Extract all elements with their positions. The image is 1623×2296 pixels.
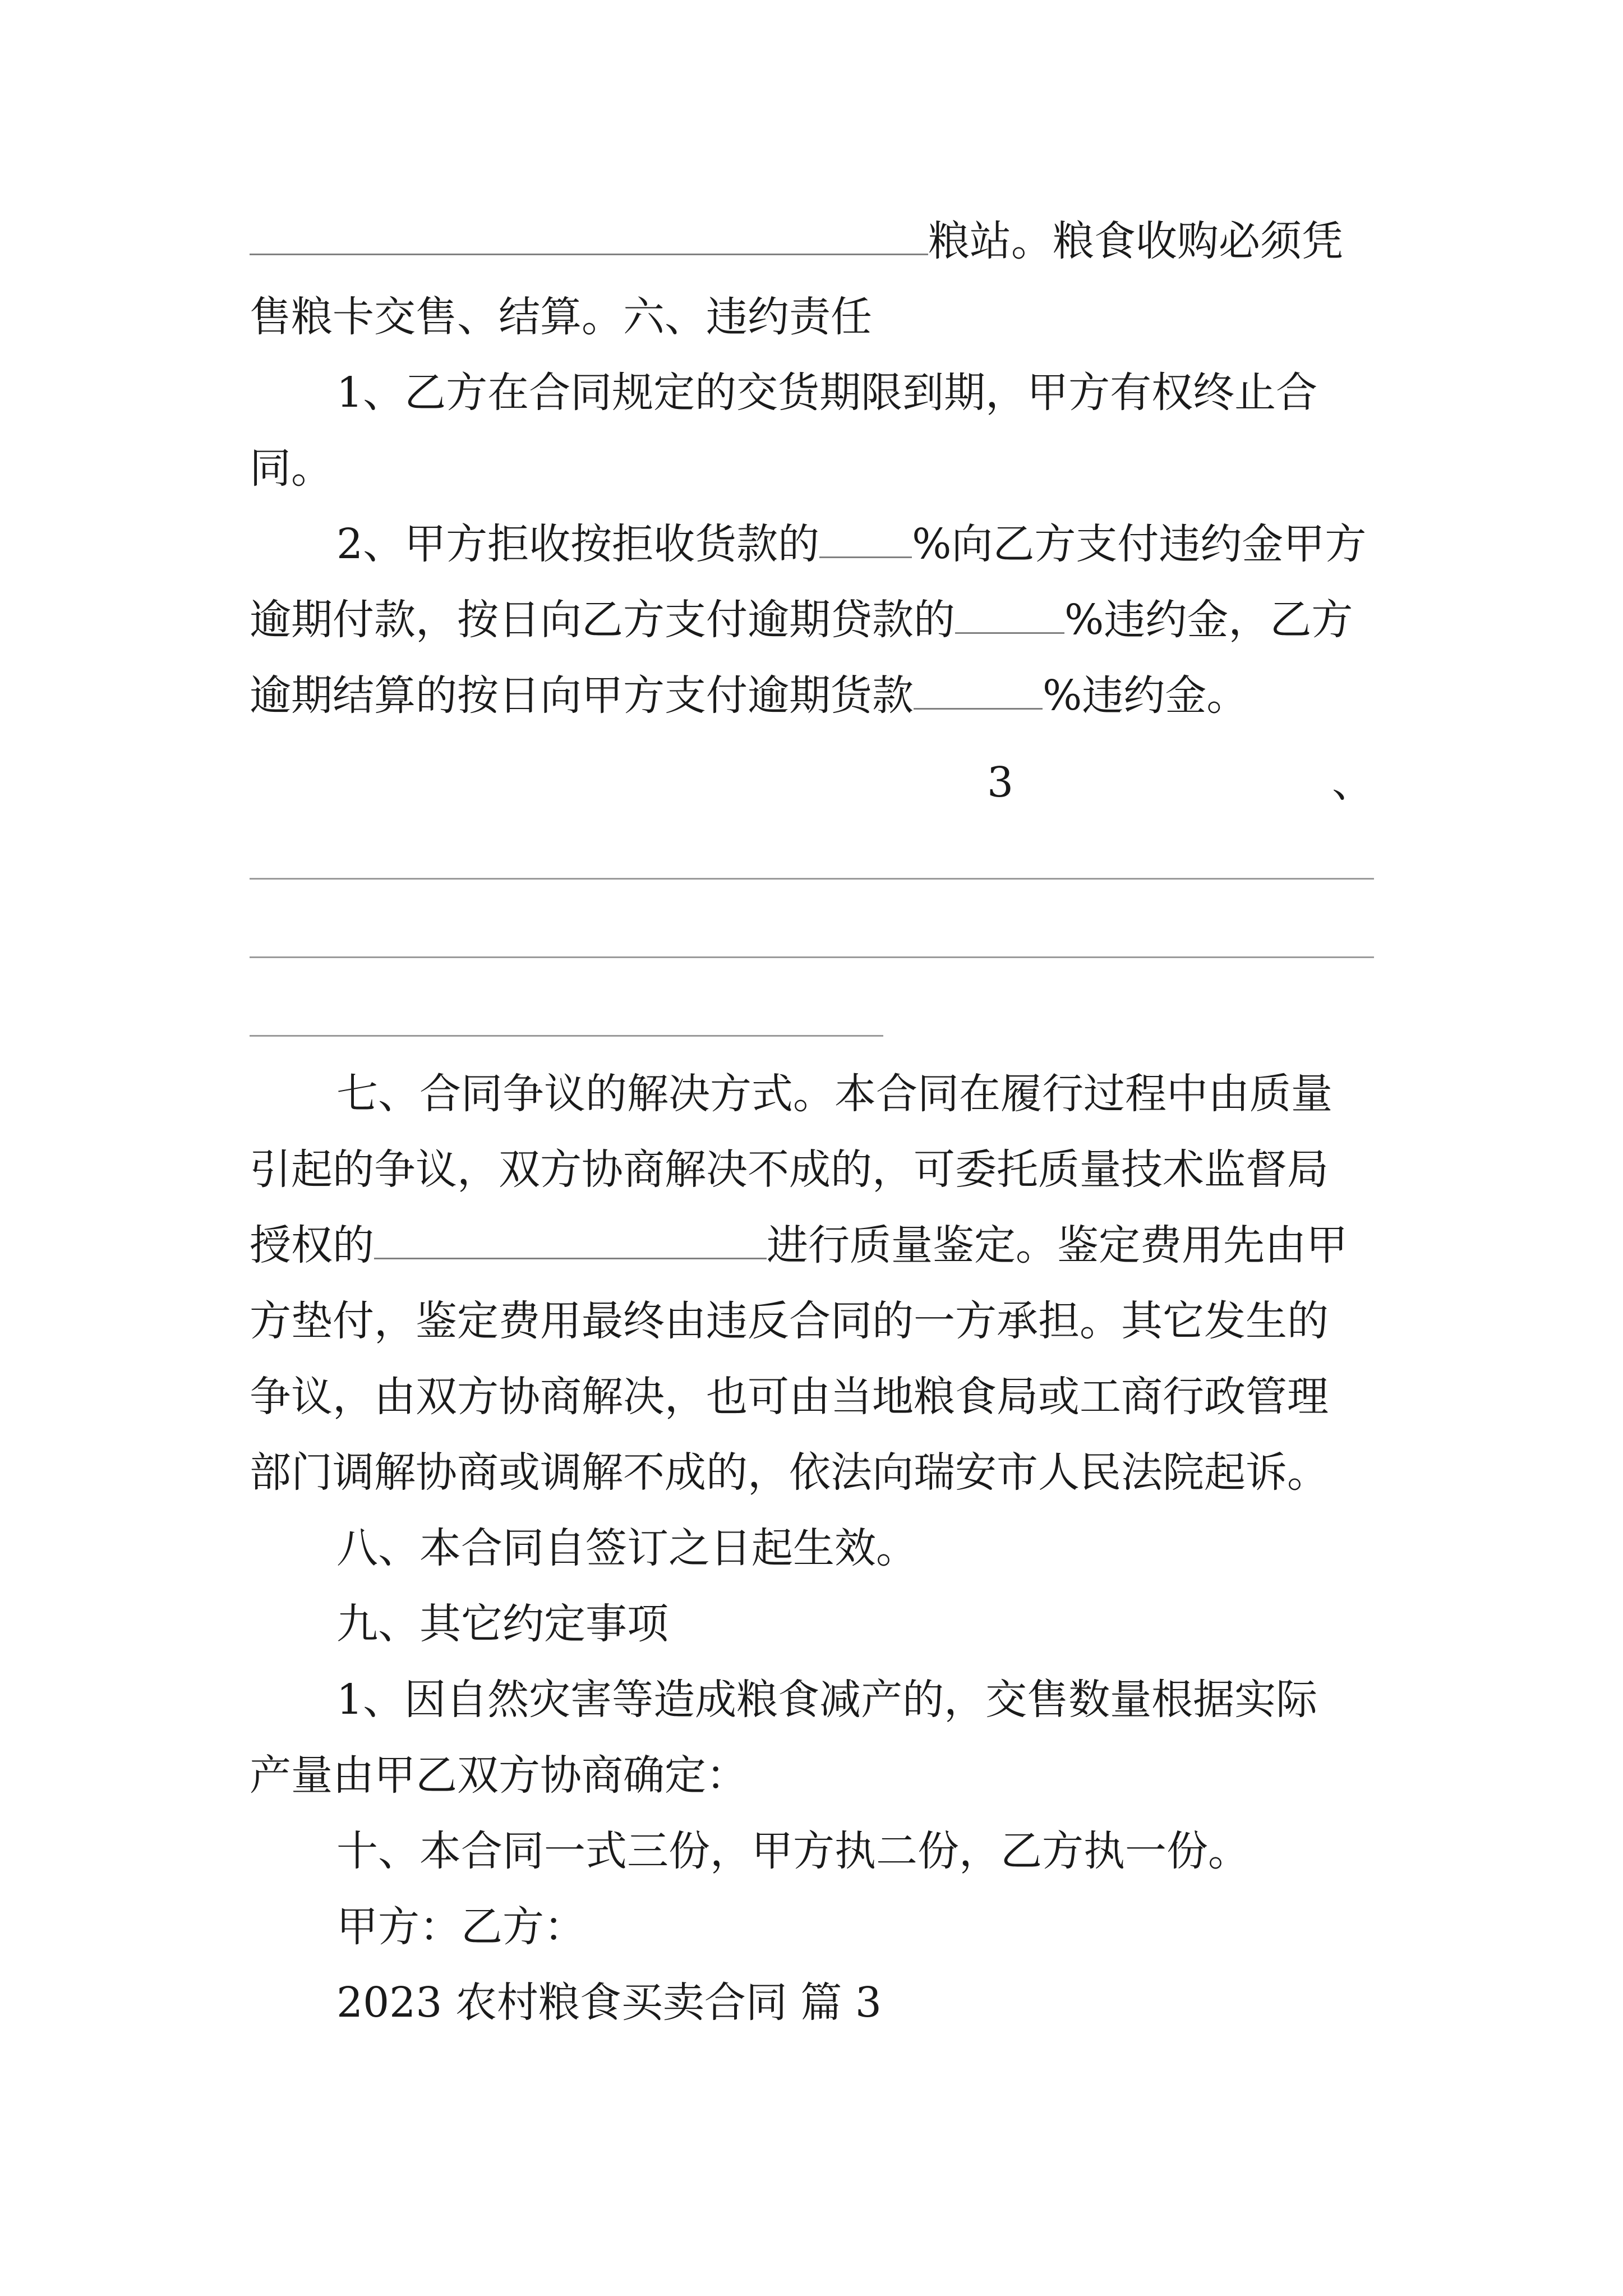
clause-9: 九、其它约定事项 [336, 1600, 668, 1648]
clause-7-line-3-pre: 授权的 [250, 1221, 374, 1269]
clause-6-2-line-3-post: %违约金。 [1043, 671, 1248, 720]
clause-6-2-line-2-post: %违约金，乙方 [1064, 596, 1353, 644]
line-sale-settlement: 售粮卡交售、结算。六、违约责任 [250, 293, 872, 341]
fill-blank [819, 516, 912, 558]
fill-line-2 [250, 956, 1374, 958]
clause-6-2-line-3-pre: 逾期结算的按日向甲方支付逾期货款 [250, 671, 914, 720]
clause-6-1-line-2: 同。 [250, 444, 333, 493]
fill-blank [250, 213, 928, 255]
clause-7-line-1: 七、合同争议的解决方式。本合同在履行过程中由质量 [336, 1070, 1332, 1118]
line-grain-station [250, 213, 1343, 269]
clause-6-3-number: 3 [987, 758, 1014, 807]
signature-line: 甲方：乙方： [336, 1903, 585, 1951]
clause-10: 十、本合同一式三份，甲方执二份，乙方执一份。 [336, 1827, 1249, 1875]
next-section-heading: 2023 农村粮食买卖合同 篇 3 [336, 1978, 882, 2027]
clause-6-2-line-1-post: %向乙方支付违约金甲方 [912, 520, 1367, 568]
clause-7-line-6: 部门调解协商或调解不成的，依法向瑞安市人民法院起诉。 [250, 1448, 1329, 1497]
clause-6-2-line-2-pre: 逾期付款，按日向乙方支付逾期贷款的 [250, 596, 955, 644]
clause-9-1-line-1: 1、因自然灾害等造成粮食减产的，交售数量根据实际 [336, 1676, 1318, 1724]
clause-7-line-4: 方垫付，鉴定费用最终由违反合同的一方承担。其它发生的 [250, 1297, 1329, 1345]
clause-7-line-3-post: 进行质量鉴定。鉴定费用先由甲 [767, 1221, 1348, 1269]
clause-8: 八、本合同自签订之日起生效。 [336, 1524, 917, 1572]
clause-7-line-3 [250, 1217, 1348, 1273]
fill-blank [955, 592, 1064, 634]
clause-9-1-line-2: 产量由甲乙双方协商确定： [250, 1751, 748, 1800]
clause-7-line-2: 引起的争议，双方协商解决不成的，可委托质量技术监督局 [250, 1145, 1329, 1194]
clause-6-3-mark: 、 [1332, 758, 1373, 807]
clause-6-2-line-1 [336, 516, 1366, 572]
clause-6-2-line-2 [250, 592, 1353, 648]
fill-line-3 [250, 1035, 883, 1037]
fill-line-1 [250, 878, 1374, 880]
fill-blank [374, 1217, 767, 1259]
clause-6-2-line-3 [250, 668, 1248, 724]
fill-blank [914, 668, 1043, 710]
clause-6-2-line-1-pre: 2、甲方拒收按拒收货款的 [336, 520, 820, 568]
clause-6-1-line-1: 1、乙方在合同规定的交货期限到期，甲方有权终止合 [336, 369, 1318, 417]
line-text: 粮站。粮食收购必须凭 [928, 217, 1343, 265]
clause-7-line-5: 争议，由双方协商解决，也可由当地粮食局或工商行政管理 [250, 1373, 1329, 1421]
